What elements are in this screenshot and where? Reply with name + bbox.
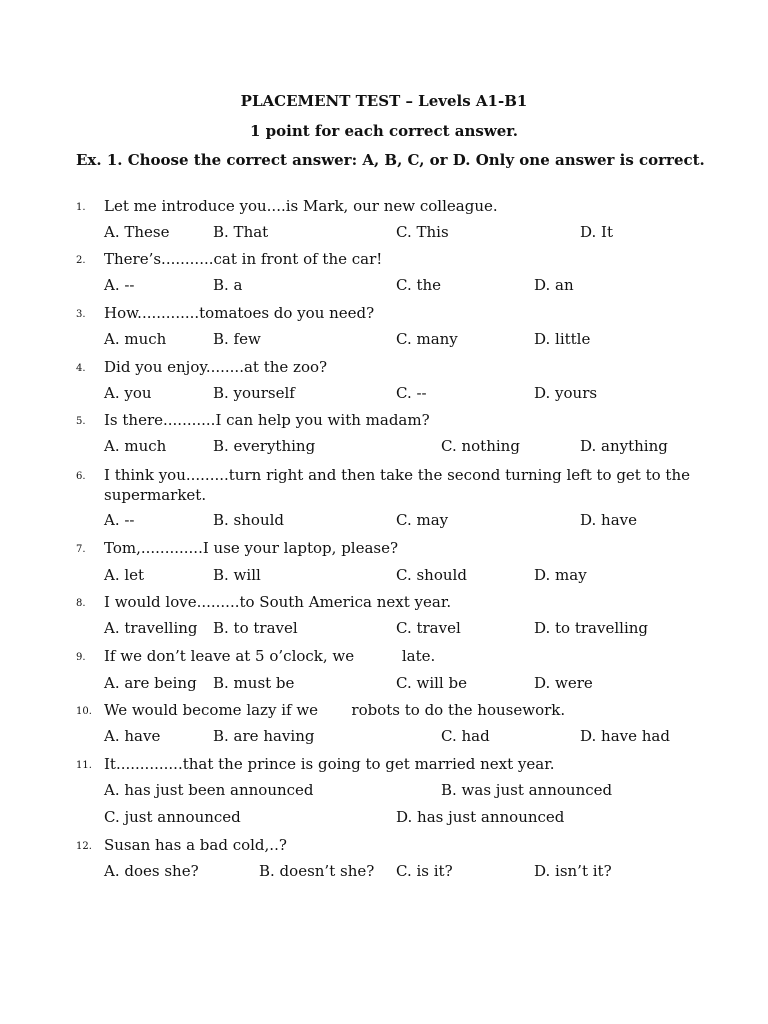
answer-option: A. --: [104, 276, 135, 294]
answer-option: D. yours: [534, 384, 598, 402]
answer-option: D. anything: [580, 437, 668, 455]
answer-option: B. was just announced: [441, 781, 613, 799]
question-number: 3.: [76, 309, 86, 320]
answer-option: B. are having: [213, 727, 315, 745]
answer-option: A. has just been announced: [104, 781, 314, 799]
question-text: Is there...........I can help you with madam?: [104, 411, 430, 429]
question-number: 5.: [76, 416, 86, 427]
question-text: Let me introduce you....is Mark, our new colleague.: [104, 197, 498, 215]
question-text: If we don’t leave at 5 o’clock, we late.: [104, 647, 436, 665]
answer-option: C. This: [396, 223, 449, 241]
answer-option: B. That: [213, 223, 269, 241]
answer-option: D. to travelling: [534, 619, 649, 637]
answer-option: A. much: [104, 330, 167, 348]
answer-option: A. much: [104, 437, 167, 455]
question-number: 10.: [76, 706, 92, 717]
answer-option: A. does she?: [104, 862, 199, 880]
answer-option: D. have had: [580, 727, 670, 745]
answer-option: B. a: [213, 276, 243, 294]
answer-option: C. is it?: [396, 862, 453, 880]
question-text: I think you.........turn right and then take the second turning left to get to the supermarket.: [104, 466, 695, 504]
answer-option: A. --: [104, 511, 135, 529]
test-title: PLACEMENT TEST – Levels A1-B1: [240, 92, 528, 110]
answer-option: C. nothing: [441, 437, 520, 455]
answer-option: D. It: [580, 223, 613, 241]
answer-option: A. These: [104, 223, 170, 241]
answer-option: C. had: [441, 727, 490, 745]
answer-option: B. must be: [213, 674, 295, 692]
exercise-instruction: Ex. 1. Choose the correct answer: A, B, C, or D. Only one answer is correct.: [76, 151, 705, 169]
answer-option: D. an: [534, 276, 574, 294]
answer-option: C. should: [396, 566, 467, 584]
scoring-note: 1 point for each correct answer.: [249, 122, 519, 140]
question-number: 9.: [76, 652, 86, 663]
question-text: How.............tomatoes do you need?: [104, 304, 375, 322]
answer-option: B. everything: [213, 437, 316, 455]
answer-option: B. should: [213, 511, 285, 529]
question-text: I would love.........to South America next year.: [104, 593, 452, 611]
answer-option: A. you: [104, 384, 152, 402]
answer-option: B. doesn’t she?: [259, 862, 375, 880]
answer-option: D. have: [580, 511, 637, 529]
question-number: 4.: [76, 363, 86, 374]
answer-option: C. may: [396, 511, 449, 529]
question-number: 2.: [76, 255, 86, 266]
answer-option: C. many: [396, 330, 458, 348]
question-number: 1.: [76, 202, 86, 213]
answer-option: B. to travel: [213, 619, 298, 637]
answer-option: A. let: [104, 566, 145, 584]
answer-option: C. the: [396, 276, 442, 294]
question-number: 12.: [76, 841, 92, 852]
answer-option: A. travelling: [104, 619, 198, 637]
answer-option: B. will: [213, 566, 261, 584]
answer-option: A. have: [104, 727, 161, 745]
question-text: Did you enjoy........at the zoo?: [104, 358, 328, 376]
question-number: 7.: [76, 544, 86, 555]
answer-option: D. may: [534, 566, 587, 584]
question-number: 11.: [76, 760, 92, 771]
answer-option: B. few: [213, 330, 261, 348]
question-text: It..............that the prince is going to get married next year.: [104, 755, 555, 773]
question-number: 8.: [76, 598, 86, 609]
answer-option: D. has just announced: [396, 808, 565, 826]
answer-option: C. travel: [396, 619, 461, 637]
question-text: Susan has a bad cold,..?: [104, 836, 287, 854]
answer-option: C. will be: [396, 674, 467, 692]
question-text: Tom,.............I use your laptop, please?: [104, 539, 399, 557]
question-text: We would become lazy if we robots to do the housework.: [104, 701, 566, 719]
answer-option: D. isn’t it?: [534, 862, 612, 880]
answer-option: B. yourself: [213, 384, 295, 402]
question-number: 6.: [76, 471, 86, 482]
answer-option: D. little: [534, 330, 591, 348]
answer-option: C. just announced: [104, 808, 241, 826]
answer-option: A. are being: [104, 674, 197, 692]
answer-option: D. were: [534, 674, 593, 692]
answer-option: C. --: [396, 384, 427, 402]
question-text: There’s...........cat in front of the car!: [104, 250, 383, 268]
